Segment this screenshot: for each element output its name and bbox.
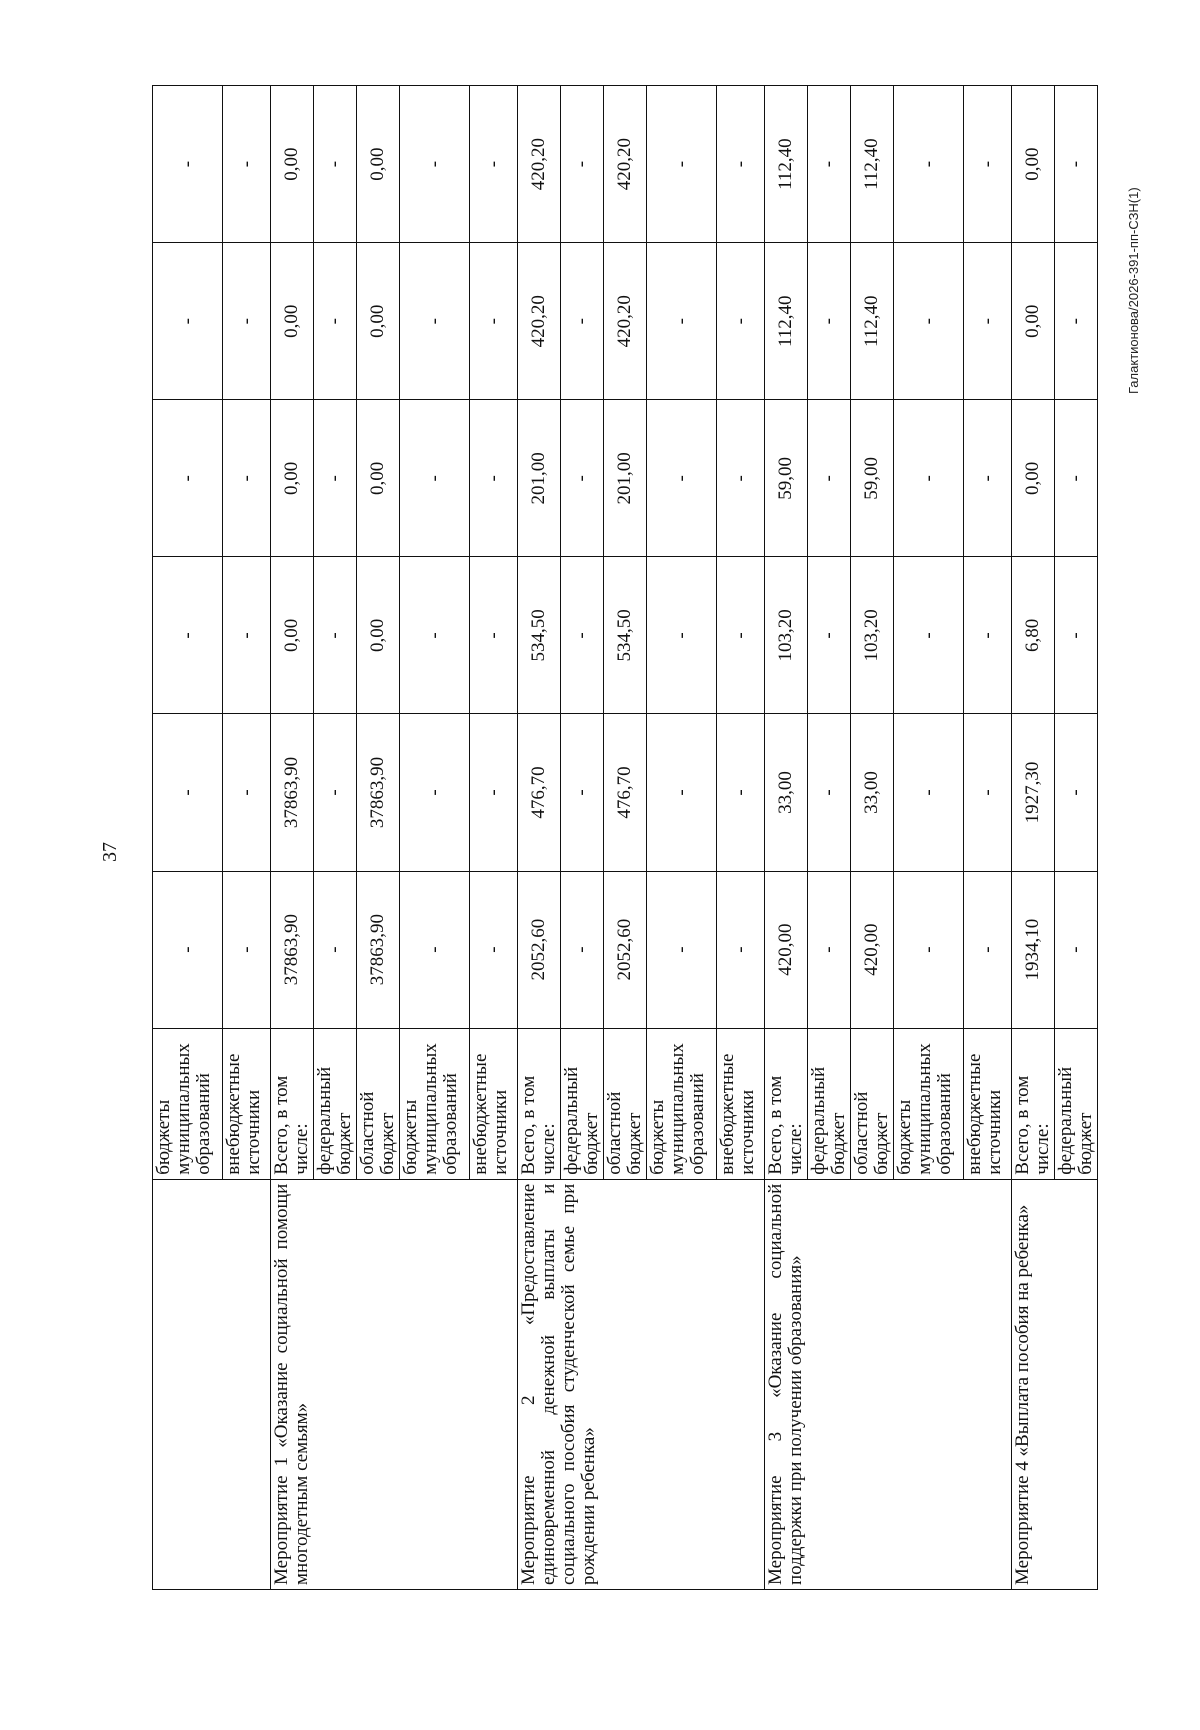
amount-cell: - [717,243,765,400]
page-number: 37 [99,842,121,862]
funding-source-cell: внебюджетные источники [717,1028,765,1179]
amount-cell: - [1055,871,1098,1028]
amount-cell: 420,00 [765,871,808,1028]
amount-cell: 112,40 [851,86,894,243]
amount-cell: 6,80 [1012,557,1055,714]
amount-cell: - [153,714,223,871]
amount-cell: - [1055,86,1098,243]
amount-cell: - [561,243,604,400]
amount-cell: 0,00 [1012,86,1055,243]
funding-source-cell: Всего, в том числе: [765,1028,808,1179]
amount-cell: - [1055,400,1098,557]
amount-cell: - [964,400,1012,557]
amount-cell: 103,20 [765,557,808,714]
amount-cell: - [470,557,518,714]
amount-cell: - [314,871,357,1028]
amount-cell: - [1055,714,1098,871]
amount-cell: 112,40 [765,243,808,400]
funding-source-cell: Всего, в том числе: [518,1028,561,1179]
amount-cell: - [153,243,223,400]
funding-source-cell: областной бюджет [851,1028,894,1179]
amount-cell: - [647,243,717,400]
funding-source-cell: федеральный бюджет [1055,1028,1098,1179]
amount-cell: 33,00 [765,714,808,871]
amount-cell: 0,00 [271,86,314,243]
amount-cell: - [314,86,357,243]
amount-cell: 420,20 [518,243,561,400]
amount-cell: - [647,714,717,871]
amount-cell: - [964,557,1012,714]
funding-table [152,85,1098,1590]
amount-cell: - [717,714,765,871]
amount-cell: - [647,871,717,1028]
amount-cell: - [400,714,470,871]
amount-cell: 37863,90 [271,871,314,1028]
amount-cell: 534,50 [604,557,647,714]
amount-cell: - [223,871,271,1028]
amount-cell: - [808,557,851,714]
amount-cell: 59,00 [851,400,894,557]
amount-cell: - [153,400,223,557]
amount-cell: 420,00 [851,871,894,1028]
amount-cell: - [400,243,470,400]
amount-cell: 0,00 [271,243,314,400]
amount-cell: - [717,871,765,1028]
amount-cell: 476,70 [518,714,561,871]
amount-cell: - [153,871,223,1028]
funding-table-body [153,86,1098,1590]
amount-cell: - [647,557,717,714]
amount-cell: 420,20 [604,86,647,243]
funding-source-cell: федеральный бюджет [314,1028,357,1179]
funding-source-cell: бюджеты муниципальных образований [400,1028,470,1179]
amount-cell: - [808,871,851,1028]
funding-source-cell: областной бюджет [604,1028,647,1179]
amount-cell: - [561,557,604,714]
amount-cell: 103,20 [851,557,894,714]
table-row [153,86,223,1590]
amount-cell: - [1055,243,1098,400]
amount-cell: - [894,557,964,714]
amount-cell: 37863,90 [271,714,314,871]
amount-cell: - [964,714,1012,871]
amount-cell: - [400,400,470,557]
amount-cell: - [223,714,271,871]
amount-cell: - [894,871,964,1028]
amount-cell: 2052,60 [604,871,647,1028]
amount-cell: 112,40 [851,243,894,400]
amount-cell: - [314,714,357,871]
amount-cell: - [647,400,717,557]
funding-source-cell: внебюджетные источники [964,1028,1012,1179]
amount-cell: 420,20 [518,86,561,243]
amount-cell: 37863,90 [357,871,400,1028]
amount-cell: - [808,714,851,871]
amount-cell: 0,00 [357,557,400,714]
funding-table-container [152,85,1096,1590]
amount-cell: - [894,243,964,400]
funding-source-cell: бюджеты муниципальных образований [153,1028,223,1179]
amount-cell: - [964,871,1012,1028]
amount-cell: 1934,10 [1012,871,1055,1028]
amount-cell: 476,70 [604,714,647,871]
amount-cell: 0,00 [357,243,400,400]
amount-cell: - [647,86,717,243]
amount-cell: - [808,400,851,557]
amount-cell: 112,40 [765,86,808,243]
measure-title-cell: Мероприятие 1 «Оказание социальной помощи многодетным семьям» [271,1179,518,1589]
amount-cell: - [314,557,357,714]
table-row [1012,86,1055,1590]
amount-cell: - [470,871,518,1028]
funding-source-cell: бюджеты муниципальных образований [647,1028,717,1179]
amount-cell: - [470,714,518,871]
amount-cell: - [964,243,1012,400]
amount-cell: - [561,871,604,1028]
funding-source-cell: внебюджетные источники [223,1028,271,1179]
amount-cell: - [561,400,604,557]
amount-cell: 0,00 [1012,243,1055,400]
amount-cell: - [1055,557,1098,714]
funding-source-cell: Всего, в том числе: [271,1028,314,1179]
funding-source-cell: внебюджетные источники [470,1028,518,1179]
amount-cell: 201,00 [604,400,647,557]
amount-cell: - [894,86,964,243]
funding-source-cell: бюджеты муниципальных образований [894,1028,964,1179]
amount-cell: - [314,400,357,557]
funding-source-cell: Всего, в том числе: [1012,1028,1055,1179]
amount-cell: 534,50 [518,557,561,714]
measure-title-cell: Мероприятие 3 «Оказание социальной поддержки при получении образования» [765,1179,1012,1589]
table-row [518,86,561,1590]
amount-cell: - [808,243,851,400]
amount-cell: - [894,400,964,557]
amount-cell: 2052,60 [518,871,561,1028]
amount-cell: 1927,30 [1012,714,1055,871]
amount-cell: - [717,400,765,557]
amount-cell: 201,00 [518,400,561,557]
amount-cell: 33,00 [851,714,894,871]
amount-cell: - [223,557,271,714]
measure-title-cell: Мероприятие 4 «Выплата пособия на ребенка» [1012,1179,1098,1589]
amount-cell: - [400,871,470,1028]
amount-cell: - [561,86,604,243]
amount-cell: - [470,243,518,400]
amount-cell: 0,00 [357,86,400,243]
amount-cell: 420,20 [604,243,647,400]
amount-cell: - [314,243,357,400]
amount-cell: - [400,557,470,714]
amount-cell: 0,00 [271,400,314,557]
funding-source-cell: федеральный бюджет [561,1028,604,1179]
amount-cell: - [561,714,604,871]
measure-title-cell: Мероприятие 2 «Предоставление единовременной денежной выплаты и социального пособия студенческой семье при рождении ребенка» [518,1179,765,1589]
measure-title-cell [153,1179,271,1589]
amount-cell: - [153,86,223,243]
funding-source-cell: областной бюджет [357,1028,400,1179]
amount-cell: 0,00 [1012,400,1055,557]
amount-cell: - [470,400,518,557]
amount-cell: - [717,557,765,714]
amount-cell: 59,00 [765,400,808,557]
amount-cell: - [470,86,518,243]
document-stamp: Галактионова/2026-391-пп-СЗН(1) [1126,187,1141,394]
table-row [271,86,314,1590]
amount-cell: - [223,86,271,243]
amount-cell: - [400,86,470,243]
amount-cell: - [717,86,765,243]
amount-cell: 0,00 [271,557,314,714]
amount-cell: 0,00 [357,400,400,557]
amount-cell: - [808,86,851,243]
table-row [765,86,808,1590]
amount-cell: - [223,243,271,400]
amount-cell: - [964,86,1012,243]
amount-cell: - [223,400,271,557]
funding-source-cell: федеральный бюджет [808,1028,851,1179]
amount-cell: - [153,557,223,714]
amount-cell: - [894,714,964,871]
amount-cell: 37863,90 [357,714,400,871]
